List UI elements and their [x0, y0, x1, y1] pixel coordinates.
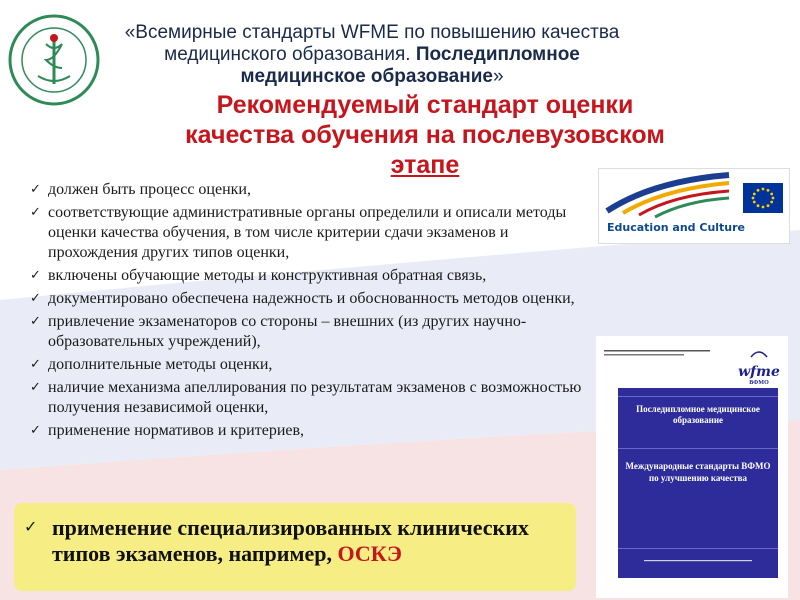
- wfme-logo: [736, 346, 782, 386]
- check-mark-icon: ✓: [30, 268, 41, 283]
- list-item: [30, 289, 590, 309]
- eu-logo-caption: Education and Culture: [607, 221, 746, 234]
- check-mark-icon: ✓: [30, 357, 41, 372]
- slide-title: [110, 90, 740, 180]
- check-mark-icon: ✓: [30, 423, 41, 438]
- university-emblem-icon: [8, 14, 100, 106]
- wfme-book-cover: [596, 336, 788, 598]
- list-item: [30, 312, 590, 352]
- subtitle-part3: »: [492, 66, 504, 87]
- book-cover-panel: [618, 388, 778, 578]
- standard-criteria-list: [30, 180, 590, 444]
- list-item-text: привлечение экзаменаторов со стороны – внешних (из других научно-образовательных учреждений),: [48, 313, 527, 350]
- cover-divider: [618, 448, 778, 449]
- vfmo-logo-text: ВФМО: [749, 380, 769, 386]
- presentation-subtitle: [102, 22, 642, 88]
- list-item: [30, 421, 590, 441]
- check-mark-icon: ✓: [30, 291, 41, 306]
- list-item-text: документировано обеспечена надежность и обоснованность методов оценки,: [48, 290, 575, 307]
- title-line3: этапе: [390, 151, 460, 179]
- subtitle-part2: Последипломное медицинское образование: [240, 44, 580, 87]
- eu-education-culture-logo: [598, 168, 790, 244]
- check-mark-icon: ✓: [30, 314, 41, 329]
- check-mark-icon: ✓: [30, 205, 41, 220]
- highlighted-criterion-text: [52, 515, 572, 567]
- list-item: [30, 203, 590, 263]
- subtitle-part1: «Всемирные стандарты WFME по повышению качества медицинского образования.: [124, 22, 620, 65]
- book-cover-title: Последипломное медицинское образование: [636, 404, 760, 425]
- book-cover-footer-lines: [624, 558, 772, 564]
- wfme-logo-text: wfme: [738, 364, 780, 380]
- list-item-text: дополнительные методы оценки,: [48, 356, 273, 373]
- check-mark-icon: ✓: [24, 517, 38, 536]
- wfme-emblem-icon: [749, 347, 769, 359]
- cover-divider: [618, 396, 778, 397]
- check-mark-icon: ✓: [30, 182, 41, 197]
- swoosh-icon: [603, 171, 733, 221]
- list-item: [30, 378, 590, 418]
- list-item-text: должен быть процесс оценки,: [48, 181, 251, 198]
- list-item-text: применение нормативов и критериев,: [48, 422, 305, 439]
- highlighted-criterion-box: [14, 503, 576, 591]
- list-item-text: наличие механизма апеллирования по результатам экзаменов с возможностью получения независимой оценки,: [48, 379, 582, 416]
- title-line1: Рекомендуемый стандарт оценки: [216, 91, 634, 119]
- book-header-lines: [604, 348, 714, 361]
- list-item: [30, 355, 590, 375]
- title-line2: качества обучения на послевузовском: [185, 121, 665, 149]
- list-item: [30, 266, 590, 286]
- highlighted-criterion-accent: ОСКЭ: [337, 541, 402, 566]
- list-item: [30, 180, 590, 200]
- book-header-text-lines: [604, 348, 714, 360]
- eu-flag-icon: [743, 183, 783, 213]
- book-cover-subtitle: Международные стандарты ВФМО по улучшению качества: [625, 461, 771, 483]
- list-item-text: соответствующие административные органы определили и описали методы оценки качества обучения, в том числе критерии сдачи экзаменов и прохождения других типов оценки,: [48, 204, 567, 261]
- cover-divider: [618, 548, 778, 549]
- check-mark-icon: ✓: [30, 380, 41, 395]
- list-item-text: включены обучающие методы и конструктивная обратная связь,: [48, 267, 487, 284]
- highlighted-criterion-main: применение специализированных клинических типов экзаменов, например,: [52, 515, 529, 566]
